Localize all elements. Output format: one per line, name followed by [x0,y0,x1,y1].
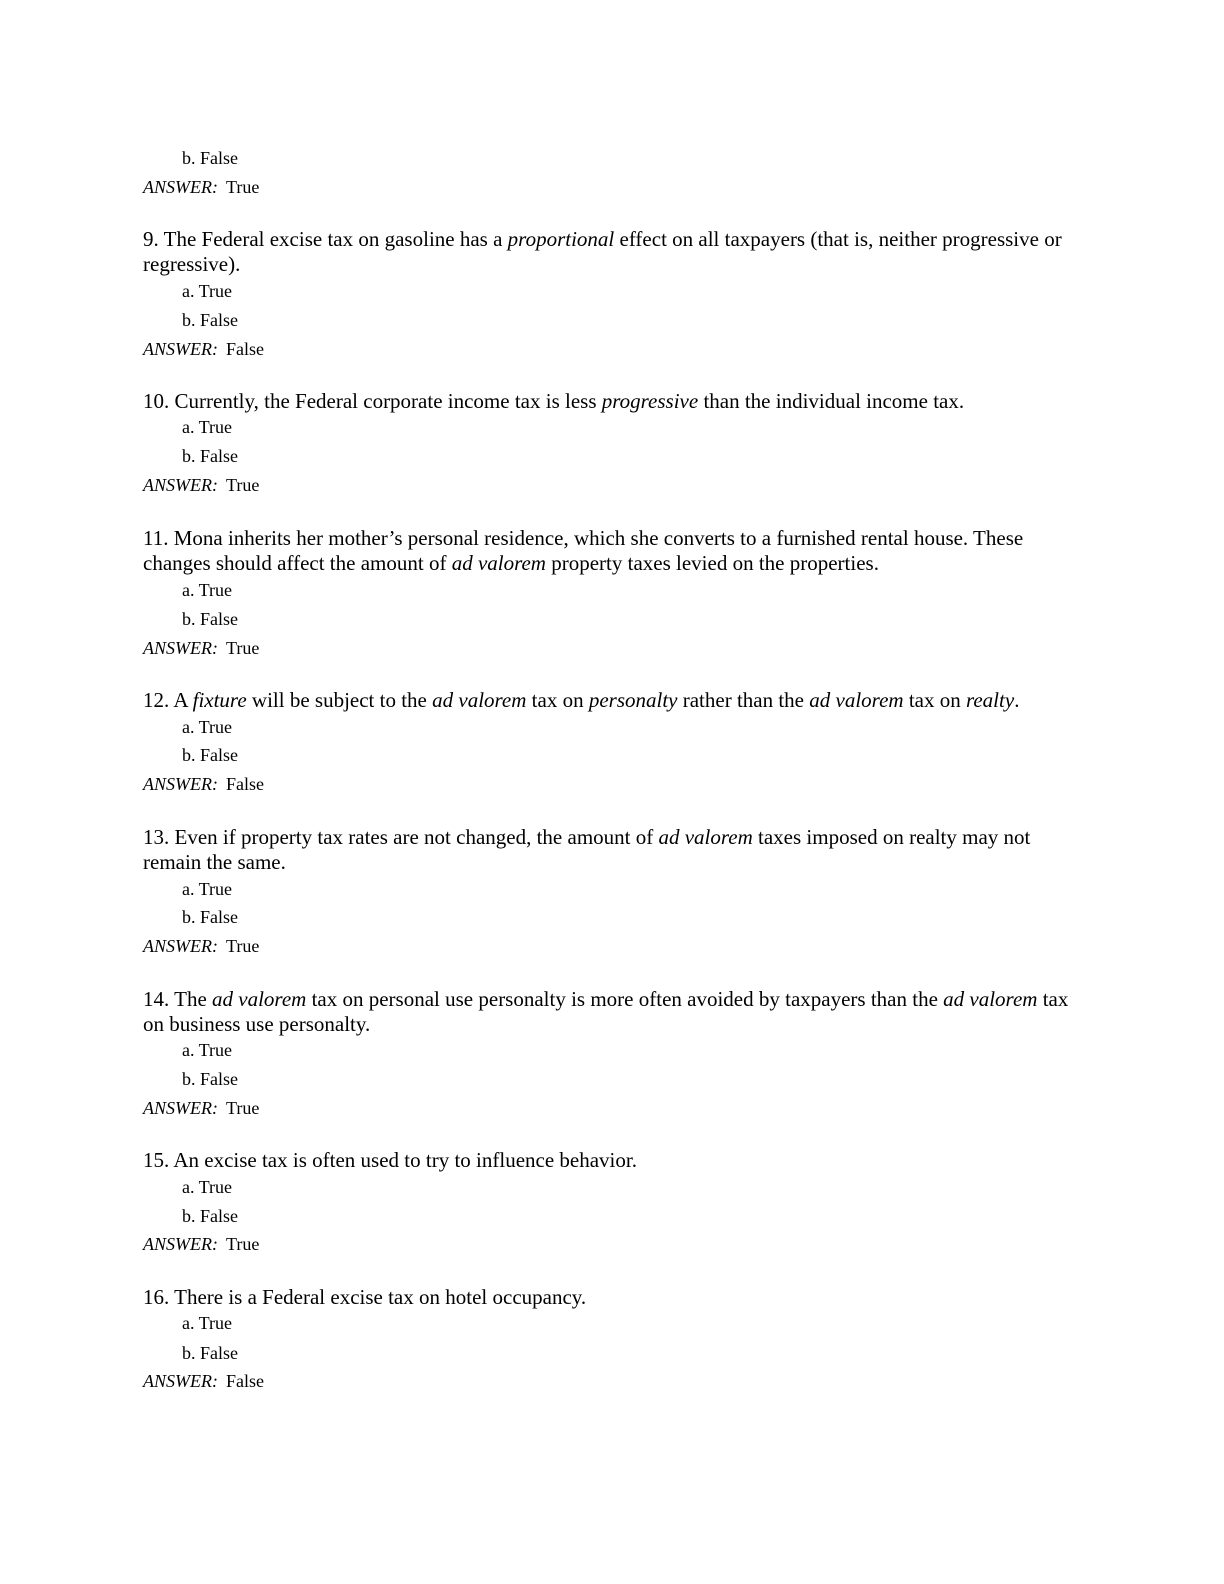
question-13-option-b: b. False [182,907,238,927]
question-9-answer [143,338,264,360]
question-10-option-b: b. False [182,446,238,466]
question-12-option-b: b. False [182,745,238,765]
answer-value: False [225,339,264,359]
question-11-text: 11. Mona inherits her mother’s personal residence, which she converts to a furnished rental house. These changes should affect the amount of ad valorem property taxes levied on the properties. [143,526,1024,575]
question-11-option-a: a. True [182,580,233,600]
question-14-answer [143,1097,259,1119]
question-12-answer [143,773,264,795]
answer-label: ANSWER: [143,475,218,495]
question-16-answer [143,1370,264,1392]
answer-label: ANSWER: [143,339,218,359]
question-16-text: 16. There is a Federal excise tax on hotel occupancy. [143,1285,587,1309]
question-10-text: 10. Currently, the Federal corporate income tax is less progressive than the individual income tax. [143,389,965,413]
question-16-option-a: a. True [182,1313,233,1333]
question-14-option-a: a. True [182,1040,233,1060]
question-15-option-a: a. True [182,1177,233,1197]
prev-question-option-b: b. False [182,148,238,168]
answer-value: True [225,638,260,658]
question-15-answer [143,1233,259,1255]
question-14-text: 14. The ad valorem tax on personal use personalty is more often avoided by taxpayers than the ad valorem tax on business use personalty. [143,987,1069,1036]
answer-value: False [225,1371,264,1391]
answer-value: True [225,1098,260,1118]
answer-value: True [225,1234,260,1254]
question-12-option-a: a. True [182,717,233,737]
answer-value: True [225,936,260,956]
question-9-option-b: b. False [182,310,238,330]
answer-label: ANSWER: [143,1234,218,1254]
question-14-option-b: b. False [182,1069,238,1089]
question-9-text: 9. The Federal excise tax on gasoline has a proportional effect on all taxpayers (that is, neither progressive or regressive). [143,227,1062,276]
question-16-option-b: b. False [182,1343,238,1363]
question-13-option-a: a. True [182,879,233,899]
question-11-option-b: b. False [182,609,238,629]
answer-label: ANSWER: [143,638,218,658]
question-9-option-a: a. True [182,281,233,301]
answer-value: True [225,475,260,495]
question-13-answer [143,935,259,957]
question-15-option-b: b. False [182,1206,238,1226]
answer-label: ANSWER: [143,177,218,197]
prev-question-answer [143,176,259,198]
question-11-answer [143,637,259,659]
answer-value: True [225,177,260,197]
answer-label: ANSWER: [143,1371,218,1391]
question-15-text: 15. An excise tax is often used to try to influence behavior. [143,1148,637,1172]
question-13-text: 13. Even if property tax rates are not changed, the amount of ad valorem taxes imposed on realty may not remain the same. [143,825,1031,874]
question-10-option-a: a. True [182,417,233,437]
answer-label: ANSWER: [143,936,218,956]
question-12-text: 12. A fixture will be subject to the ad valorem tax on personalty rather than the ad valorem tax on realty. [143,688,1020,712]
answer-label: ANSWER: [143,774,218,794]
question-10-answer [143,474,259,496]
answer-label: ANSWER: [143,1098,218,1118]
answer-value: False [225,774,264,794]
